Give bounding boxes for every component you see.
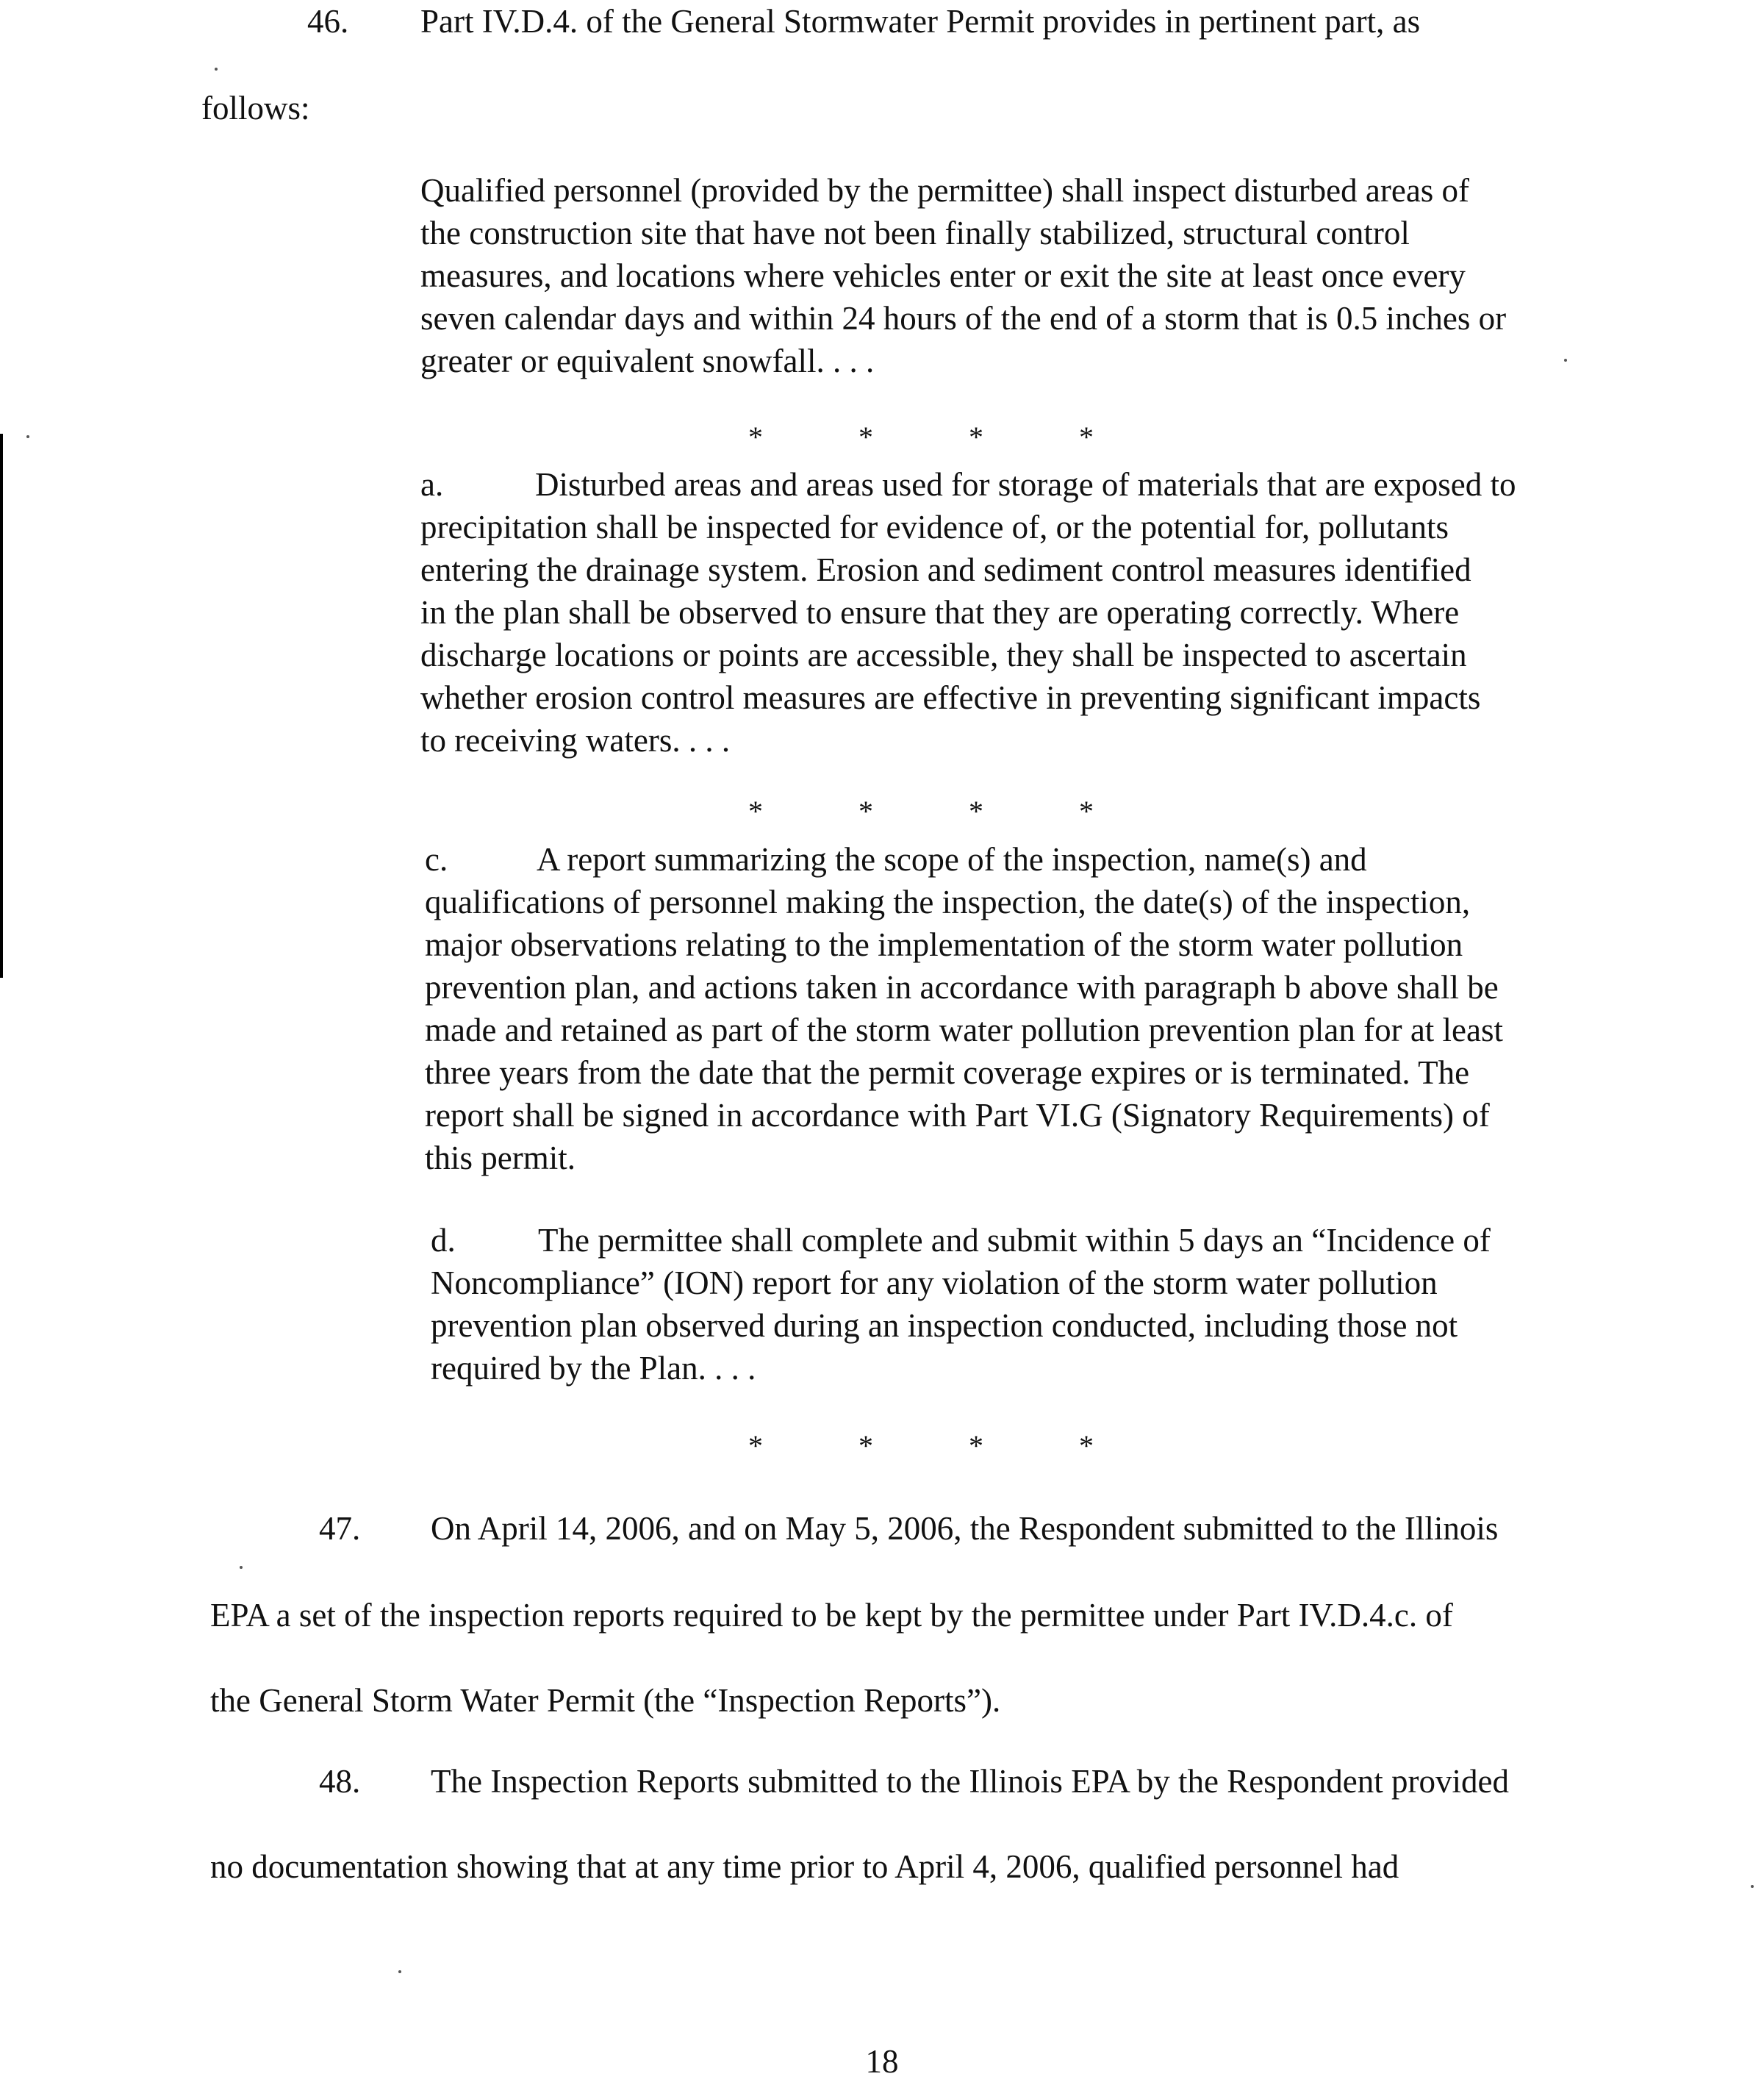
- para-47-number: 47.: [319, 1510, 361, 1547]
- item-d-line: Noncompliance” (ION) report for any violation of the storm water pollution: [431, 1264, 1438, 1301]
- item-c-line: three years from the date that the permit coverage expires or is terminated. The: [425, 1054, 1470, 1091]
- quote-line: measures, and locations where vehicles enter or exit the site at least once every: [420, 257, 1466, 294]
- item-a-body: [420, 506, 1480, 762]
- item-c-first-line: A report summarizing the scope of the inspection, name(s) and: [537, 841, 1367, 878]
- quote-intro: [420, 169, 1506, 382]
- quote-line: seven calendar days and within 24 hours of the end of a storm that is 0.5 inches or: [420, 300, 1507, 337]
- para-48-line-2: no documentation showing that at any time prior to April 4, 2006, qualified personnel had: [210, 1848, 1399, 1885]
- item-c-line: major observations relating to the implementation of the storm water pollution: [425, 926, 1463, 963]
- separator-star: *: [1079, 795, 1094, 828]
- para-47-line-1: On April 14, 2006, and on May 5, 2006, the Respondent submitted to the Illinois: [431, 1510, 1499, 1547]
- separator-star: *: [748, 1429, 763, 1462]
- item-c-letter: c.: [425, 841, 448, 878]
- scan-speck: [1564, 359, 1567, 362]
- item-c-line: made and retained as part of the storm water pollution prevention plan for at least: [425, 1012, 1504, 1048]
- item-a-line: to receiving waters. . . .: [420, 722, 731, 759]
- para-47-line-3: the General Storm Water Permit (the “Inspection Reports”).: [210, 1682, 1001, 1719]
- item-d-body: [431, 1262, 1458, 1389]
- item-c-line: this permit.: [425, 1140, 576, 1176]
- quote-line: the construction site that have not been finally stabilized, structural control: [420, 215, 1410, 251]
- item-a-line: whether erosion control measures are effective in preventing significant impacts: [420, 679, 1481, 716]
- item-a-line: precipitation shall be inspected for evidence of, or the potential for, pollutants: [420, 509, 1449, 545]
- para-46-line-2: follows:: [201, 90, 310, 126]
- separator-star: *: [858, 421, 873, 454]
- item-c-line: prevention plan, and actions taken in accordance with paragraph b above shall be: [425, 969, 1499, 1006]
- item-c-body: [425, 881, 1503, 1179]
- scan-speck: [1751, 1885, 1754, 1888]
- quote-line: Qualified personnel (provided by the permittee) shall inspect disturbed areas of: [420, 172, 1470, 209]
- item-a-first-line: Disturbed areas and areas used for storage of materials that are exposed to: [535, 466, 1516, 503]
- separator-star: *: [1079, 1429, 1094, 1462]
- quote-line: greater or equivalent snowfall. . . .: [420, 343, 875, 379]
- para-46-line-1: Part IV.D.4. of the General Stormwater Permit provides in pertinent part, as: [420, 3, 1421, 40]
- para-46-number: 46.: [307, 3, 349, 40]
- separator-star: *: [748, 421, 763, 454]
- para-48-line-1: The Inspection Reports submitted to the Illinois EPA by the Respondent provided: [431, 1763, 1509, 1800]
- item-a-line: entering the drainage system. Erosion and sediment control measures identified: [420, 551, 1471, 588]
- scan-speck: [398, 1970, 401, 1973]
- item-d-line: prevention plan observed during an inspection conducted, including those not: [431, 1307, 1458, 1344]
- item-a-line: discharge locations or points are accessible, they shall be inspected to ascertain: [420, 637, 1467, 673]
- separator-star: *: [1079, 421, 1094, 454]
- page-number: 18: [865, 2043, 899, 2080]
- item-d-letter: d.: [431, 1222, 456, 1259]
- item-c-line: report shall be signed in accordance with Part VI.G (Signatory Requirements) of: [425, 1097, 1490, 1134]
- separator-star: *: [969, 795, 983, 828]
- item-d-line: required by the Plan. . . .: [431, 1350, 756, 1387]
- scan-speck: [215, 68, 218, 71]
- item-c-line: qualifications of personnel making the inspection, the date(s) of the inspection,: [425, 884, 1471, 920]
- separator-star: *: [858, 1429, 873, 1462]
- separator-star: *: [969, 421, 983, 454]
- separator-star: *: [748, 795, 763, 828]
- para-47-line-2: EPA a set of the inspection reports required to be kept by the permittee under Part IV.D.4.c. of: [210, 1597, 1453, 1634]
- scan-speck: [26, 435, 29, 438]
- separator-star: *: [858, 795, 873, 828]
- para-48-number: 48.: [319, 1763, 361, 1800]
- item-d-first-line: The permittee shall complete and submit within 5 days an “Incidence of: [538, 1222, 1491, 1259]
- scan-margin-line: [0, 434, 3, 978]
- scan-speck: [240, 1566, 243, 1569]
- item-a-letter: a.: [420, 466, 444, 503]
- separator-star: *: [969, 1429, 983, 1462]
- item-a-line: in the plan shall be observed to ensure that they are operating correctly. Where: [420, 594, 1460, 631]
